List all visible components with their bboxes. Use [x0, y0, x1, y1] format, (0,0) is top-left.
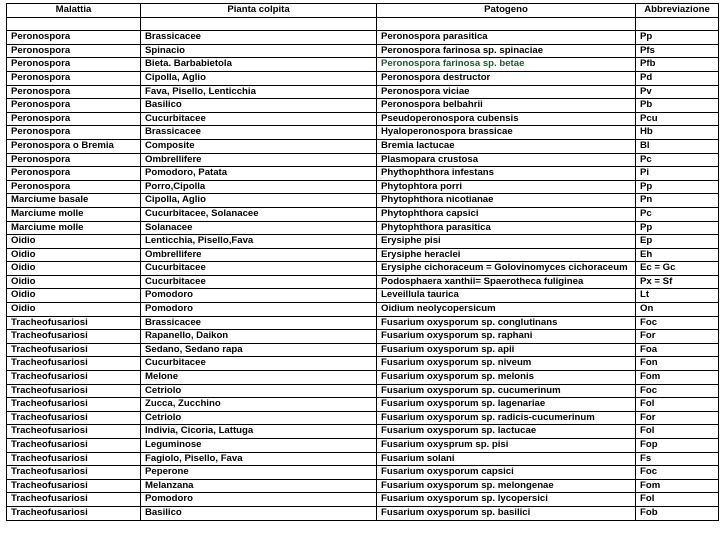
- abbreviazione-cell: Pn: [636, 194, 719, 208]
- table-row: [7, 398, 719, 412]
- disease-table: [6, 3, 719, 521]
- patogeno-cell: Fusarium oxysporum sp. lycopersici: [377, 493, 636, 507]
- malattia-cell: Tracheofusariosi: [7, 316, 141, 330]
- abbreviazione-cell: Hb: [636, 126, 719, 140]
- pianta-cell: Ombrellifere: [141, 248, 377, 262]
- table-row: [7, 343, 719, 357]
- abbreviazione-cell: Lt: [636, 289, 719, 303]
- malattia-cell: Tracheofusariosi: [7, 357, 141, 371]
- pianta-cell: Melanzana: [141, 479, 377, 493]
- malattia-cell: Peronospora: [7, 85, 141, 99]
- malattia-cell: Marciume molle: [7, 221, 141, 235]
- table-row: [7, 17, 719, 31]
- patogeno-cell: Erysiphe cichoraceum = Golovinomyces cichoraceum: [377, 262, 636, 276]
- patogeno-cell: Fusarium oxysporum sp. raphani: [377, 330, 636, 344]
- patogeno-cell: Phytophthora parasitica: [377, 221, 636, 235]
- pianta-cell: Cetriolo: [141, 384, 377, 398]
- pianta-cell: Peperone: [141, 466, 377, 480]
- abbreviazione-cell: Ep: [636, 235, 719, 249]
- table-row: [7, 411, 719, 425]
- malattia-cell: Tracheofusariosi: [7, 330, 141, 344]
- abbreviazione-cell: Fom: [636, 371, 719, 385]
- patogeno-cell: Plasmopara crustosa: [377, 153, 636, 167]
- abbreviazione-cell: For: [636, 411, 719, 425]
- malattia-cell: Tracheofusariosi: [7, 371, 141, 385]
- pianta-cell: Fava, Pisello, Lenticchia: [141, 85, 377, 99]
- table-row: [7, 85, 719, 99]
- malattia-cell: Peronospora: [7, 126, 141, 140]
- patogeno-cell: Erysiphe heraclei: [377, 248, 636, 262]
- abbreviazione-cell: Foc: [636, 384, 719, 398]
- pianta-cell: Melone: [141, 371, 377, 385]
- pianta-cell: Cucurbitacee: [141, 275, 377, 289]
- header-abbreviazione: Abbreviazione: [636, 4, 719, 18]
- abbreviazione-cell: Pv: [636, 85, 719, 99]
- table-row: [7, 479, 719, 493]
- abbreviazione-cell: Pc: [636, 153, 719, 167]
- table-row: [7, 221, 719, 235]
- table-row: [7, 99, 719, 113]
- malattia-cell: Tracheofusariosi: [7, 425, 141, 439]
- patogeno-cell: Phytophthora capsici: [377, 207, 636, 221]
- patogeno-cell: Fusarium oxysporum sp. cucumerinum: [377, 384, 636, 398]
- patogeno-cell: Erysiphe pisi: [377, 235, 636, 249]
- malattia-cell: Tracheofusariosi: [7, 343, 141, 357]
- table-row: [7, 31, 719, 45]
- patogeno-cell: Peronospora farinosa sp. spinaciae: [377, 44, 636, 58]
- pianta-cell: Zucca, Zucchino: [141, 398, 377, 412]
- pianta-cell: Solanacee: [141, 221, 377, 235]
- table-row: [7, 275, 719, 289]
- abbreviazione-cell: Pp: [636, 180, 719, 194]
- abbreviazione-cell: Pb: [636, 99, 719, 113]
- patogeno-cell: Bremia lactucae: [377, 139, 636, 153]
- table-row: [7, 425, 719, 439]
- abbreviazione-cell: Foa: [636, 343, 719, 357]
- table-row: [7, 126, 719, 140]
- table-row: [7, 303, 719, 317]
- patogeno-cell: [377, 17, 636, 31]
- malattia-cell: Peronospora: [7, 167, 141, 181]
- table-body: [7, 17, 719, 520]
- malattia-cell: Oidio: [7, 289, 141, 303]
- patogeno-cell: Phythophthora infestans: [377, 167, 636, 181]
- malattia-cell: Tracheofusariosi: [7, 466, 141, 480]
- malattia-cell: Oidio: [7, 262, 141, 276]
- table-row: [7, 506, 719, 520]
- pianta-cell: Cipolla, Aglio: [141, 194, 377, 208]
- patogeno-cell: Podosphaera xanthii= Spaerotheca fuliginea: [377, 275, 636, 289]
- table-row: [7, 493, 719, 507]
- pianta-cell: Leguminose: [141, 439, 377, 453]
- pianta-cell: Pomodoro: [141, 303, 377, 317]
- malattia-cell: Peronospora: [7, 180, 141, 194]
- abbreviazione-cell: For: [636, 330, 719, 344]
- patogeno-cell: Fusarium solani: [377, 452, 636, 466]
- malattia-cell: Tracheofusariosi: [7, 398, 141, 412]
- malattia-cell: Peronospora: [7, 71, 141, 85]
- malattia-cell: Oidio: [7, 235, 141, 249]
- pianta-cell: Sedano, Sedano rapa: [141, 343, 377, 357]
- table-row: [7, 44, 719, 58]
- malattia-cell: Tracheofusariosi: [7, 439, 141, 453]
- pianta-cell: Cipolla, Aglio: [141, 71, 377, 85]
- patogeno-cell: Fusarium oxysporum sp. niveum: [377, 357, 636, 371]
- pianta-cell: Pomodoro, Patata: [141, 167, 377, 181]
- table-row: [7, 452, 719, 466]
- table-row: [7, 207, 719, 221]
- abbreviazione-cell: On: [636, 303, 719, 317]
- table-row: [7, 330, 719, 344]
- patogeno-cell: Oidium neolycopersicum: [377, 303, 636, 317]
- abbreviazione-cell: Pfs: [636, 44, 719, 58]
- table-row: [7, 439, 719, 453]
- pianta-cell: Basilico: [141, 99, 377, 113]
- table-row: [7, 180, 719, 194]
- patogeno-cell: Fusarium oxysporum sp. lactucae: [377, 425, 636, 439]
- malattia-cell: Peronospora: [7, 153, 141, 167]
- malattia-cell: Marciume molle: [7, 207, 141, 221]
- malattia-cell: Tracheofusariosi: [7, 506, 141, 520]
- pianta-cell: Cucurbitacee: [141, 262, 377, 276]
- pianta-cell: Basilico: [141, 506, 377, 520]
- table-row: [7, 235, 719, 249]
- malattia-cell: Peronospora o Bremia: [7, 139, 141, 153]
- table-row: [7, 194, 719, 208]
- pianta-cell: Rapanello, Daikon: [141, 330, 377, 344]
- pianta-cell: Lenticchia, Pisello,Fava: [141, 235, 377, 249]
- table-row: [7, 153, 719, 167]
- malattia-cell: Peronospora: [7, 58, 141, 72]
- patogeno-cell: Peronospora viciae: [377, 85, 636, 99]
- abbreviazione-cell: Pfb: [636, 58, 719, 72]
- malattia-cell: Tracheofusariosi: [7, 384, 141, 398]
- table-row: [7, 357, 719, 371]
- pianta-cell: Pomodoro: [141, 289, 377, 303]
- pianta-cell: Bieta. Barbabietola: [141, 58, 377, 72]
- abbreviazione-cell: Fs: [636, 452, 719, 466]
- pianta-cell: Cucurbitacee: [141, 357, 377, 371]
- table-row: [7, 248, 719, 262]
- table-row: [7, 466, 719, 480]
- patogeno-cell: Fusarium oxysporum sp. conglutinans: [377, 316, 636, 330]
- patogeno-cell: Leveillula taurica: [377, 289, 636, 303]
- abbreviazione-cell: Fol: [636, 398, 719, 412]
- table-row: [7, 139, 719, 153]
- abbreviazione-cell: Pp: [636, 221, 719, 235]
- patogeno-cell: Fusarium oxysporum sp. apii: [377, 343, 636, 357]
- abbreviazione-cell: Fon: [636, 357, 719, 371]
- table-row: [7, 371, 719, 385]
- patogeno-cell: Fusarium oxysprum sp. pisi: [377, 439, 636, 453]
- header-pianta-colpita: Pianta colpita: [141, 4, 377, 18]
- malattia-cell: Marciume basale: [7, 194, 141, 208]
- pianta-cell: Composite: [141, 139, 377, 153]
- pianta-cell: Cucurbitacee: [141, 112, 377, 126]
- abbreviazione-cell: [636, 17, 719, 31]
- pianta-cell: Indivia, Cicoria, Lattuga: [141, 425, 377, 439]
- malattia-cell: Oidio: [7, 303, 141, 317]
- patogeno-cell: Peronospora belbahrii: [377, 99, 636, 113]
- abbreviazione-cell: Pd: [636, 71, 719, 85]
- abbreviazione-cell: Fom: [636, 479, 719, 493]
- malattia-cell: Oidio: [7, 248, 141, 262]
- table-row: [7, 167, 719, 181]
- malattia-cell: Tracheofusariosi: [7, 411, 141, 425]
- pianta-cell: Cetriolo: [141, 411, 377, 425]
- pianta-cell: Spinacio: [141, 44, 377, 58]
- abbreviazione-cell: Pi: [636, 167, 719, 181]
- pianta-cell: Brassicacee: [141, 31, 377, 45]
- pianta-cell: [141, 17, 377, 31]
- malattia-cell: Peronospora: [7, 99, 141, 113]
- malattia-cell: Peronospora: [7, 44, 141, 58]
- abbreviazione-cell: Bl: [636, 139, 719, 153]
- patogeno-cell: Hyaloperonospora brassicae: [377, 126, 636, 140]
- abbreviazione-cell: Eh: [636, 248, 719, 262]
- pianta-cell: Brassicacee: [141, 316, 377, 330]
- malattia-cell: Oidio: [7, 275, 141, 289]
- abbreviazione-cell: Ec = Gc: [636, 262, 719, 276]
- patogeno-cell: Peronospora farinosa sp. betae: [377, 58, 636, 72]
- malattia-cell: Peronospora: [7, 112, 141, 126]
- header-row: [7, 4, 719, 18]
- abbreviazione-cell: Foc: [636, 466, 719, 480]
- abbreviazione-cell: Fol: [636, 425, 719, 439]
- table-row: [7, 384, 719, 398]
- pianta-cell: Cucurbitacee, Solanacee: [141, 207, 377, 221]
- pianta-cell: Pomodoro: [141, 493, 377, 507]
- abbreviazione-cell: Pp: [636, 31, 719, 45]
- malattia-cell: Tracheofusariosi: [7, 479, 141, 493]
- malattia-cell: Peronospora: [7, 31, 141, 45]
- malattia-cell: Tracheofusariosi: [7, 493, 141, 507]
- table-row: [7, 316, 719, 330]
- table-row: [7, 289, 719, 303]
- patogeno-cell: Fusarium oxysporum sp. radicis-cucumerinum: [377, 411, 636, 425]
- malattia-cell: Tracheofusariosi: [7, 452, 141, 466]
- patogeno-cell: Fusarium oxysporum sp. melonis: [377, 371, 636, 385]
- table-row: [7, 58, 719, 72]
- pianta-cell: Ombrellifere: [141, 153, 377, 167]
- table-row: [7, 262, 719, 276]
- patogeno-cell: Phytophthora nicotianae: [377, 194, 636, 208]
- abbreviazione-cell: Pcu: [636, 112, 719, 126]
- pianta-cell: Fagiolo, Pisello, Fava: [141, 452, 377, 466]
- abbreviazione-cell: Fol: [636, 493, 719, 507]
- patogeno-cell: Fusarium oxysporum sp. melongenae: [377, 479, 636, 493]
- pianta-cell: Porro,Cipolla: [141, 180, 377, 194]
- malattia-cell: [7, 17, 141, 31]
- patogeno-cell: Peronospora parasitica: [377, 31, 636, 45]
- header-patogeno: Patogeno: [377, 4, 636, 18]
- patogeno-cell: Fusarium oxysporum sp. lagenariae: [377, 398, 636, 412]
- abbreviazione-cell: Fob: [636, 506, 719, 520]
- table-row: [7, 71, 719, 85]
- abbreviazione-cell: Fop: [636, 439, 719, 453]
- abbreviazione-cell: Px = Sf: [636, 275, 719, 289]
- table-row: [7, 112, 719, 126]
- abbreviazione-cell: Pc: [636, 207, 719, 221]
- header-malattia: Malattia: [7, 4, 141, 18]
- abbreviazione-cell: Foc: [636, 316, 719, 330]
- patogeno-cell: Peronospora destructor: [377, 71, 636, 85]
- pianta-cell: Brassicacee: [141, 126, 377, 140]
- patogeno-cell: Phytophtora porri: [377, 180, 636, 194]
- patogeno-cell: Fusarium oxysporum capsici: [377, 466, 636, 480]
- patogeno-cell: Pseudoperonospora cubensis: [377, 112, 636, 126]
- patogeno-cell: Fusarium oxysporum sp. basilici: [377, 506, 636, 520]
